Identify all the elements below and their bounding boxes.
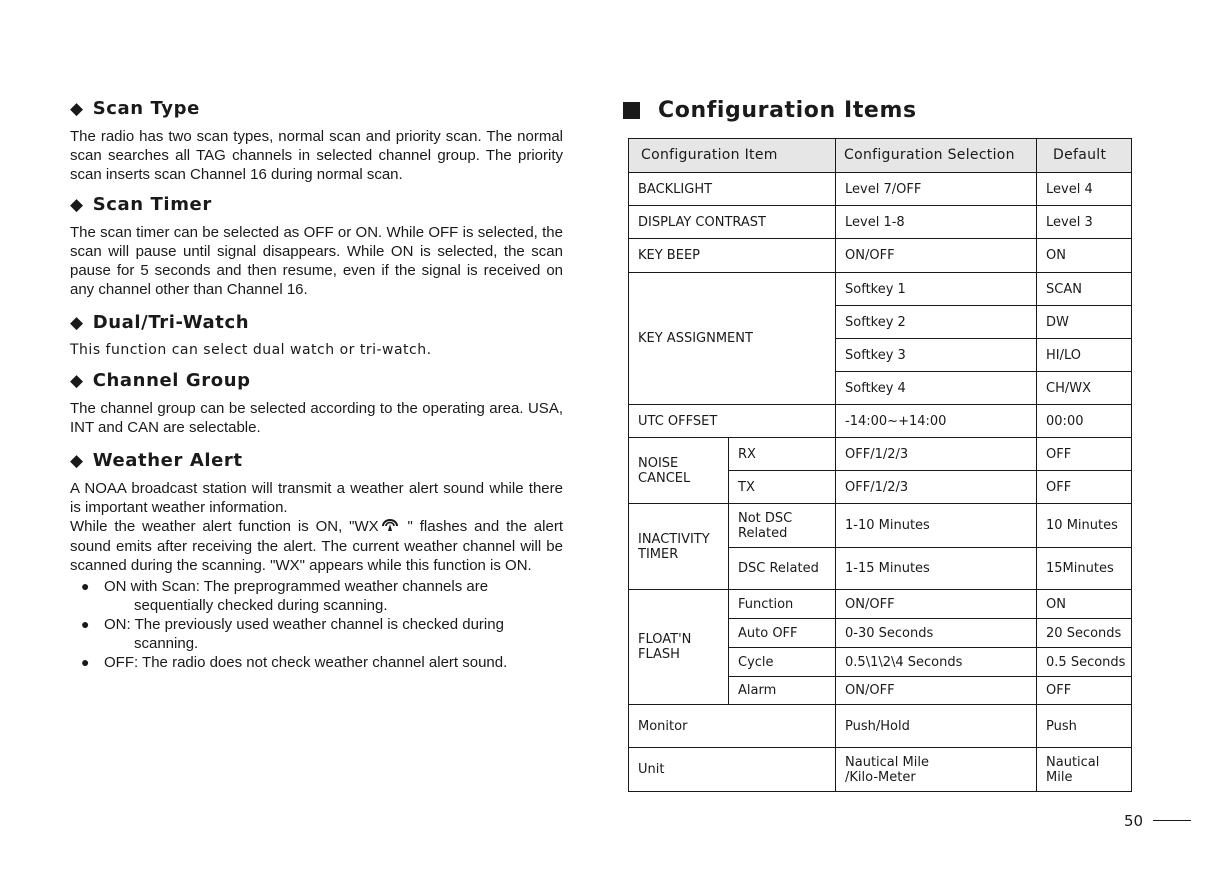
- table-row: Alarm ON/OFF OFF: [629, 677, 1132, 705]
- bullet-dot-icon: ●: [81, 653, 90, 670]
- diamond-bullet-icon: ◆: [70, 194, 84, 215]
- page-number: 50: [1124, 812, 1144, 830]
- list-item: ● ON with Scan: The preprogrammed weather channels are sequentially checked during scanning.: [81, 577, 489, 614]
- weather-alert-icon: [381, 518, 399, 537]
- page-title: Configuration Items: [623, 98, 917, 123]
- scan-type-heading: ◆ Scan Type: [70, 98, 200, 119]
- left-column: [70, 98, 563, 672]
- table-row: Auto OFF 0-30 Seconds 20 Seconds: [629, 619, 1132, 648]
- table-row: TX OFF/1/2/3 OFF: [629, 471, 1132, 504]
- scan-type-text: The radio has two scan types, normal scan and priority scan. The normal scan searches all TAG channels in selected channel group. The priority scan inserts scan Channel 16 during normal scan.: [70, 128, 563, 183]
- scan-timer-heading: ◆ Scan Timer: [70, 194, 212, 215]
- dual-tri-watch-text: This function can select dual watch or tri-watch.: [70, 342, 432, 358]
- channel-group-text: The channel group can be selected according to the operating area. USA, INT and CAN are selectable.: [70, 400, 563, 436]
- table-row: DSC Related 1-15 Minutes 15Minutes: [629, 548, 1132, 590]
- weather-alert-options: [70, 577, 563, 672]
- table-row: Cycle 0.5\1\2\4 Seconds 0.5 Seconds: [629, 648, 1132, 677]
- table-row: Softkey 2 DW: [629, 306, 1132, 339]
- list-item: ● OFF: The radio does not check weather channel alert sound.: [81, 653, 508, 671]
- header-config-item: Configuration Item: [629, 139, 836, 173]
- scan-timer-text: The scan timer can be selected as OFF or ON. While OFF is selected, the scan will pause until signal disappears. While ON is selected, the scan pause for 5 seconds and then resume, even if the signal is received on any channel other than Channel 16.: [70, 224, 563, 298]
- header-config-selection: Configuration Selection: [836, 139, 1037, 173]
- table-row: KEY BEEP ON/OFF ON: [629, 239, 1132, 273]
- table-row: BACKLIGHT Level 7/OFF Level 4: [629, 173, 1132, 206]
- weather-alert-text-1: A NOAA broadcast station will transmit a weather alert sound while there is important weather information.: [70, 480, 563, 516]
- table-row: Monitor Push/Hold Push: [629, 705, 1132, 748]
- table-row: INACTIVITY TIMER Not DSC Related 1-10 Minutes 10 Minutes: [629, 504, 1132, 548]
- table-row: DISPLAY CONTRAST Level 1-8 Level 3: [629, 206, 1132, 239]
- table-row: NOISE CANCEL RX OFF/1/2/3 OFF: [629, 438, 1132, 471]
- square-bullet-icon: [623, 102, 640, 119]
- diamond-bullet-icon: ◆: [70, 312, 84, 333]
- table-row: FLOAT'N FLASH Function ON/OFF ON: [629, 590, 1132, 619]
- bullet-dot-icon: ●: [81, 577, 90, 594]
- weather-alert-heading: ◆ Weather Alert: [70, 450, 243, 471]
- table-row: Softkey 4 CH/WX: [629, 372, 1132, 405]
- diamond-bullet-icon: ◆: [70, 450, 84, 471]
- weather-alert-text-2: While the weather alert function is ON, "WX " flashes and the alert sound emits after receiving the alert. The current weather channel will be scanned during the scanning. "WX" appears while this function is ON.: [70, 518, 563, 574]
- configuration-table: [628, 138, 1132, 792]
- table-row: KEY ASSIGNMENT Softkey 1 SCAN: [629, 273, 1132, 306]
- bullet-dot-icon: ●: [81, 615, 90, 632]
- dual-tri-watch-heading: ◆ Dual/Tri-Watch: [70, 312, 250, 333]
- channel-group-heading: ◆ Channel Group: [70, 370, 251, 391]
- table-row: Unit Nautical Mile /Kilo-Meter Nautical Mile: [629, 748, 1132, 792]
- diamond-bullet-icon: ◆: [70, 370, 84, 391]
- table-row: Softkey 3 HI/LO: [629, 339, 1132, 372]
- page-number-rule: [1153, 820, 1191, 821]
- table-header-row: [629, 139, 1132, 173]
- header-default: Default: [1037, 139, 1132, 173]
- table-row: UTC OFFSET -14:00~+14:00 00:00: [629, 405, 1132, 438]
- list-item: ● ON: The previously used weather channel is checked during scanning.: [81, 615, 504, 652]
- diamond-bullet-icon: ◆: [70, 98, 84, 119]
